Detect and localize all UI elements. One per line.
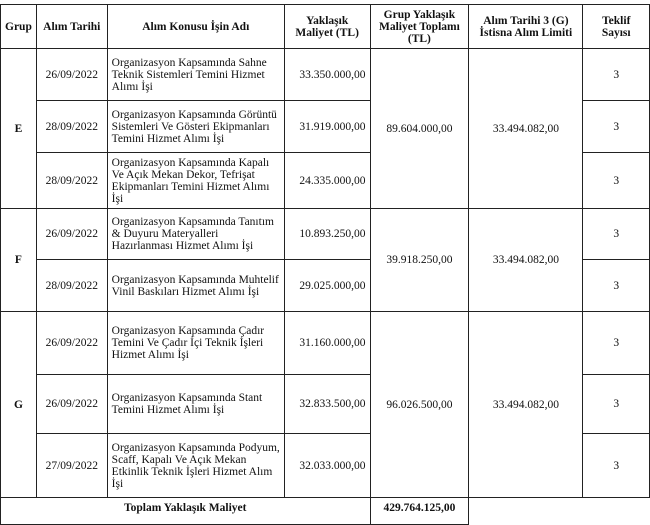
group-label: G [1, 312, 37, 498]
row-offers: 3 [583, 153, 650, 209]
row-subject: Organizasyon Kapsamında Görüntü Sistemleri Ve Gösteri Ekipmanları Temini Hizmet Alımı İşi [107, 101, 284, 153]
row-subject: Organizasyon Kapsamında Muhtelif Vinil Baskıları Hizmet Alımı İşi [107, 260, 284, 312]
row-subject: Organizasyon Kapsamında Çadır Temini Ve Çadır İçi Teknik İşleri Hizmet Alımı İşi [107, 312, 284, 375]
row-cost: 10.893.250,00 [284, 209, 370, 260]
row-offers: 3 [583, 260, 650, 312]
row-cost: 29.025.000,00 [284, 260, 370, 312]
row-subject: Organizasyon Kapsamında Tanıtım & Duyuru Materyalleri Hazırlanması Hizmet Alımı İşi [107, 209, 284, 260]
group-total: 89.604.000,00 [370, 49, 469, 209]
header-grup-toplami: Grup Yaklaşık Maliyet Toplamı (TL) [370, 5, 469, 49]
total-label: Toplam Yaklaşık Maliyet [1, 498, 371, 525]
group-label: E [1, 49, 37, 209]
header-yaklasik-maliyet: Yaklaşık Maliyet (TL) [284, 5, 370, 49]
group-limit: 33.494.082,00 [469, 209, 583, 312]
header-teklif-sayisi: Teklif Sayısı [583, 5, 650, 49]
row-cost: 32.033.000,00 [284, 434, 370, 498]
row-offers: 3 [583, 209, 650, 260]
row-cost: 32.833.500,00 [284, 375, 370, 434]
header-alim-konusu: Alım Konusu İşin Adı [107, 5, 284, 49]
row-subject: Organizasyon Kapsamında Kapalı Ve Açık Mekan Dekor, Tefrişat Ekipmanları Temini Hizmet Alımı İşi [107, 153, 284, 209]
row-offers: 3 [583, 312, 650, 375]
group-total: 96.026.500,00 [370, 312, 469, 498]
row-subject: Organizasyon Kapsamında Stant Temini Hizmet Alımı İşi [107, 375, 284, 434]
row-cost: 31.919.000,00 [284, 101, 370, 153]
row-offers: 3 [583, 49, 650, 101]
row-date: 27/09/2022 [36, 434, 107, 498]
row-offers: 3 [583, 101, 650, 153]
header-row [1, 5, 650, 49]
table-row [1, 209, 650, 260]
row-date: 26/09/2022 [36, 209, 107, 260]
table-row [1, 49, 650, 101]
row-date: 28/09/2022 [36, 260, 107, 312]
total-value: 429.764.125,00 [370, 498, 469, 525]
row-cost: 33.350.000,00 [284, 49, 370, 101]
group-label: F [1, 209, 37, 312]
row-date: 26/09/2022 [36, 312, 107, 375]
header-grup: Grup [1, 5, 37, 49]
table-row [1, 312, 650, 375]
row-subject: Organizasyon Kapsamında Sahne Teknik Sistemleri Temini Hizmet Alımı İşi [107, 49, 284, 101]
group-limit: 33.494.082,00 [469, 49, 583, 209]
row-offers: 3 [583, 375, 650, 434]
row-date: 28/09/2022 [36, 101, 107, 153]
header-alim-tarihi: Alım Tarihi [36, 5, 107, 49]
row-subject: Organizasyon Kapsamında Podyum, Scaff, Kapalı Ve Açık Mekan Etkinlik Teknik İşleri Hizmet Alım İşi [107, 434, 284, 498]
group-limit: 33.494.082,00 [469, 312, 583, 498]
procurement-table [0, 4, 650, 525]
header-istisna-limiti: Alım Tarihi 3 (G) İstisna Alım Limiti [469, 5, 583, 49]
row-cost: 24.335.000,00 [284, 153, 370, 209]
row-cost: 31.160.000,00 [284, 312, 370, 375]
total-row [1, 498, 650, 525]
row-date: 26/09/2022 [36, 375, 107, 434]
row-offers: 3 [583, 434, 650, 498]
row-date: 26/09/2022 [36, 49, 107, 101]
row-date: 28/09/2022 [36, 153, 107, 209]
group-total: 39.918.250,00 [370, 209, 469, 312]
